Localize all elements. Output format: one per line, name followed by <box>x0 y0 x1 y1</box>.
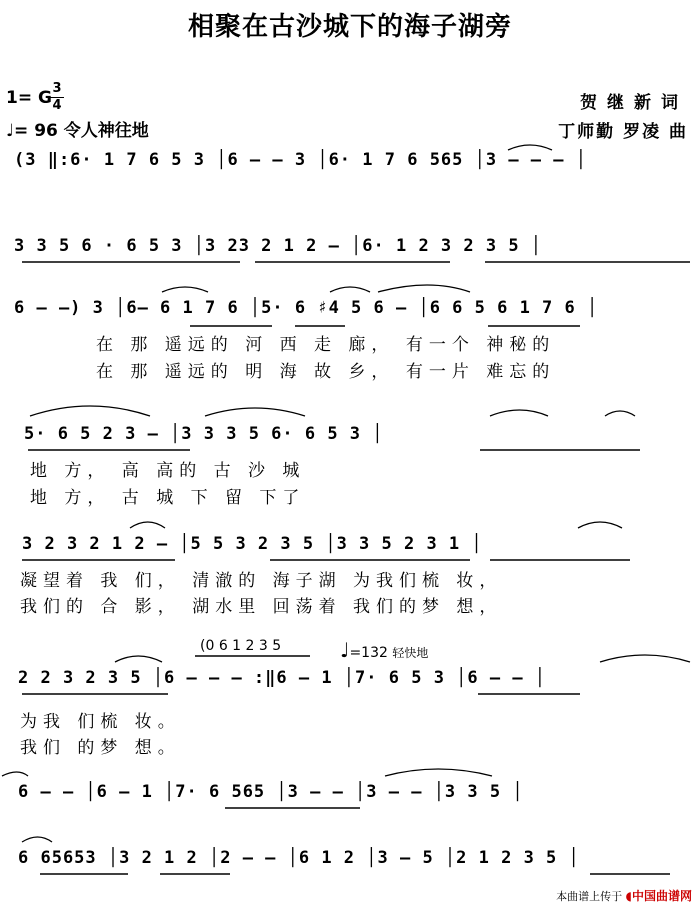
slur <box>330 287 370 292</box>
slur <box>30 406 150 416</box>
score-row-6: 2 2 3 2 3 5 │6 — — — :‖6 — 1 │7· 6 5 3 │6 — — │ <box>18 668 547 688</box>
slur <box>130 522 165 528</box>
score-row-2: 3 3 5 6 · 6 5 3 │3 23 2 1 2 — │6· 1 2 3 2 3 5 │ <box>14 236 543 256</box>
key-signature: 1= G <box>6 88 52 108</box>
slur <box>205 408 305 416</box>
quarter-note-icon: ♩ <box>6 121 15 141</box>
lyricist: 贺继新词 <box>580 93 688 113</box>
score-row-4: 5· 6 5 2 3 — │3 3 3 5 6· 6 5 3 │ <box>24 424 384 444</box>
slur <box>508 145 552 150</box>
lyrics-row-4-verse-1: 地 方， 高 高的 古 沙 城 <box>30 461 306 481</box>
footer-brand[interactable]: 中国曲谱网 <box>631 889 692 903</box>
slur <box>162 287 208 292</box>
slur <box>578 522 622 528</box>
lyrics-row-3-verse-1: 在 那 遥远的 河 西 走 廊， 有一个 神秘的 <box>96 335 556 355</box>
score-row-5: 3 2 3 2 1 2 — │5 5 3 2 3 5 │3 3 5 2 3 1 │ <box>22 534 483 554</box>
slur <box>605 411 635 416</box>
lyrics-row-4-verse-2: 地 方， 古 城 下 留 下了 <box>30 488 306 508</box>
time-signature-bottom: 4 <box>52 98 62 113</box>
footer-text: 本曲谱上传于 <box>556 890 623 903</box>
score-row-7: 6 — — │6 — 1 │7· 6 565 │3 — — │3 — — │3 3 5 │ <box>18 782 524 802</box>
score-row-8: 6 65653 │3 2 1 2 │2 — — │6 1 2 │3 — 5 │2 1 2 3 5 │ <box>18 848 580 868</box>
slur <box>115 656 162 662</box>
tempo-text: = 96 令人神往地 <box>14 121 149 141</box>
time-signature-top: 3 <box>52 81 62 96</box>
slur <box>600 655 690 662</box>
slur <box>2 772 28 776</box>
quarter-note-icon: ♩ <box>340 638 350 662</box>
slur <box>378 285 470 292</box>
score-row-3: 6 — —) 3 │6— 6 1 7 6 │5· 6 ♯4 5 6 — │6 6 5 6 1 7 6 │ <box>14 298 599 318</box>
composer: 丁师勤 罗凌 曲 <box>558 122 688 142</box>
intro-phrase: (0 6 1 2 3 5 <box>200 638 282 654</box>
slur <box>22 837 52 842</box>
lyrics-row-6-verse-1: 为我 们梳 妆。 <box>20 712 181 732</box>
lyrics-row-6-verse-2: 我们 的梦 想。 <box>20 738 181 758</box>
tempo-change-mark: 轻快地 <box>392 646 429 660</box>
slur <box>490 410 548 416</box>
site-logo-icon: ◖ <box>625 889 632 903</box>
lyrics-row-3-verse-2: 在 那 遥远的 明 海 故 乡， 有一片 难忘的 <box>96 362 556 382</box>
score-row-1: (3 ‖:6· 1 7 6 5 3 │6 — — 3 │6· 1 7 6 565 │3 — — — │ <box>14 150 587 170</box>
lyrics-row-5-verse-2: 我们的 合 影， 湖水里 回荡着 我们的梦 想， <box>20 597 503 617</box>
score-title: 相聚在古沙城下的海子湖旁 <box>187 12 512 42</box>
lyrics-row-5-verse-1: 凝望着 我 们， 清澈的 海子湖 为我们梳 妆， <box>20 571 503 591</box>
tempo-change-value: =132 <box>349 645 388 661</box>
slur <box>385 769 492 776</box>
footer-credit <box>556 887 692 904</box>
